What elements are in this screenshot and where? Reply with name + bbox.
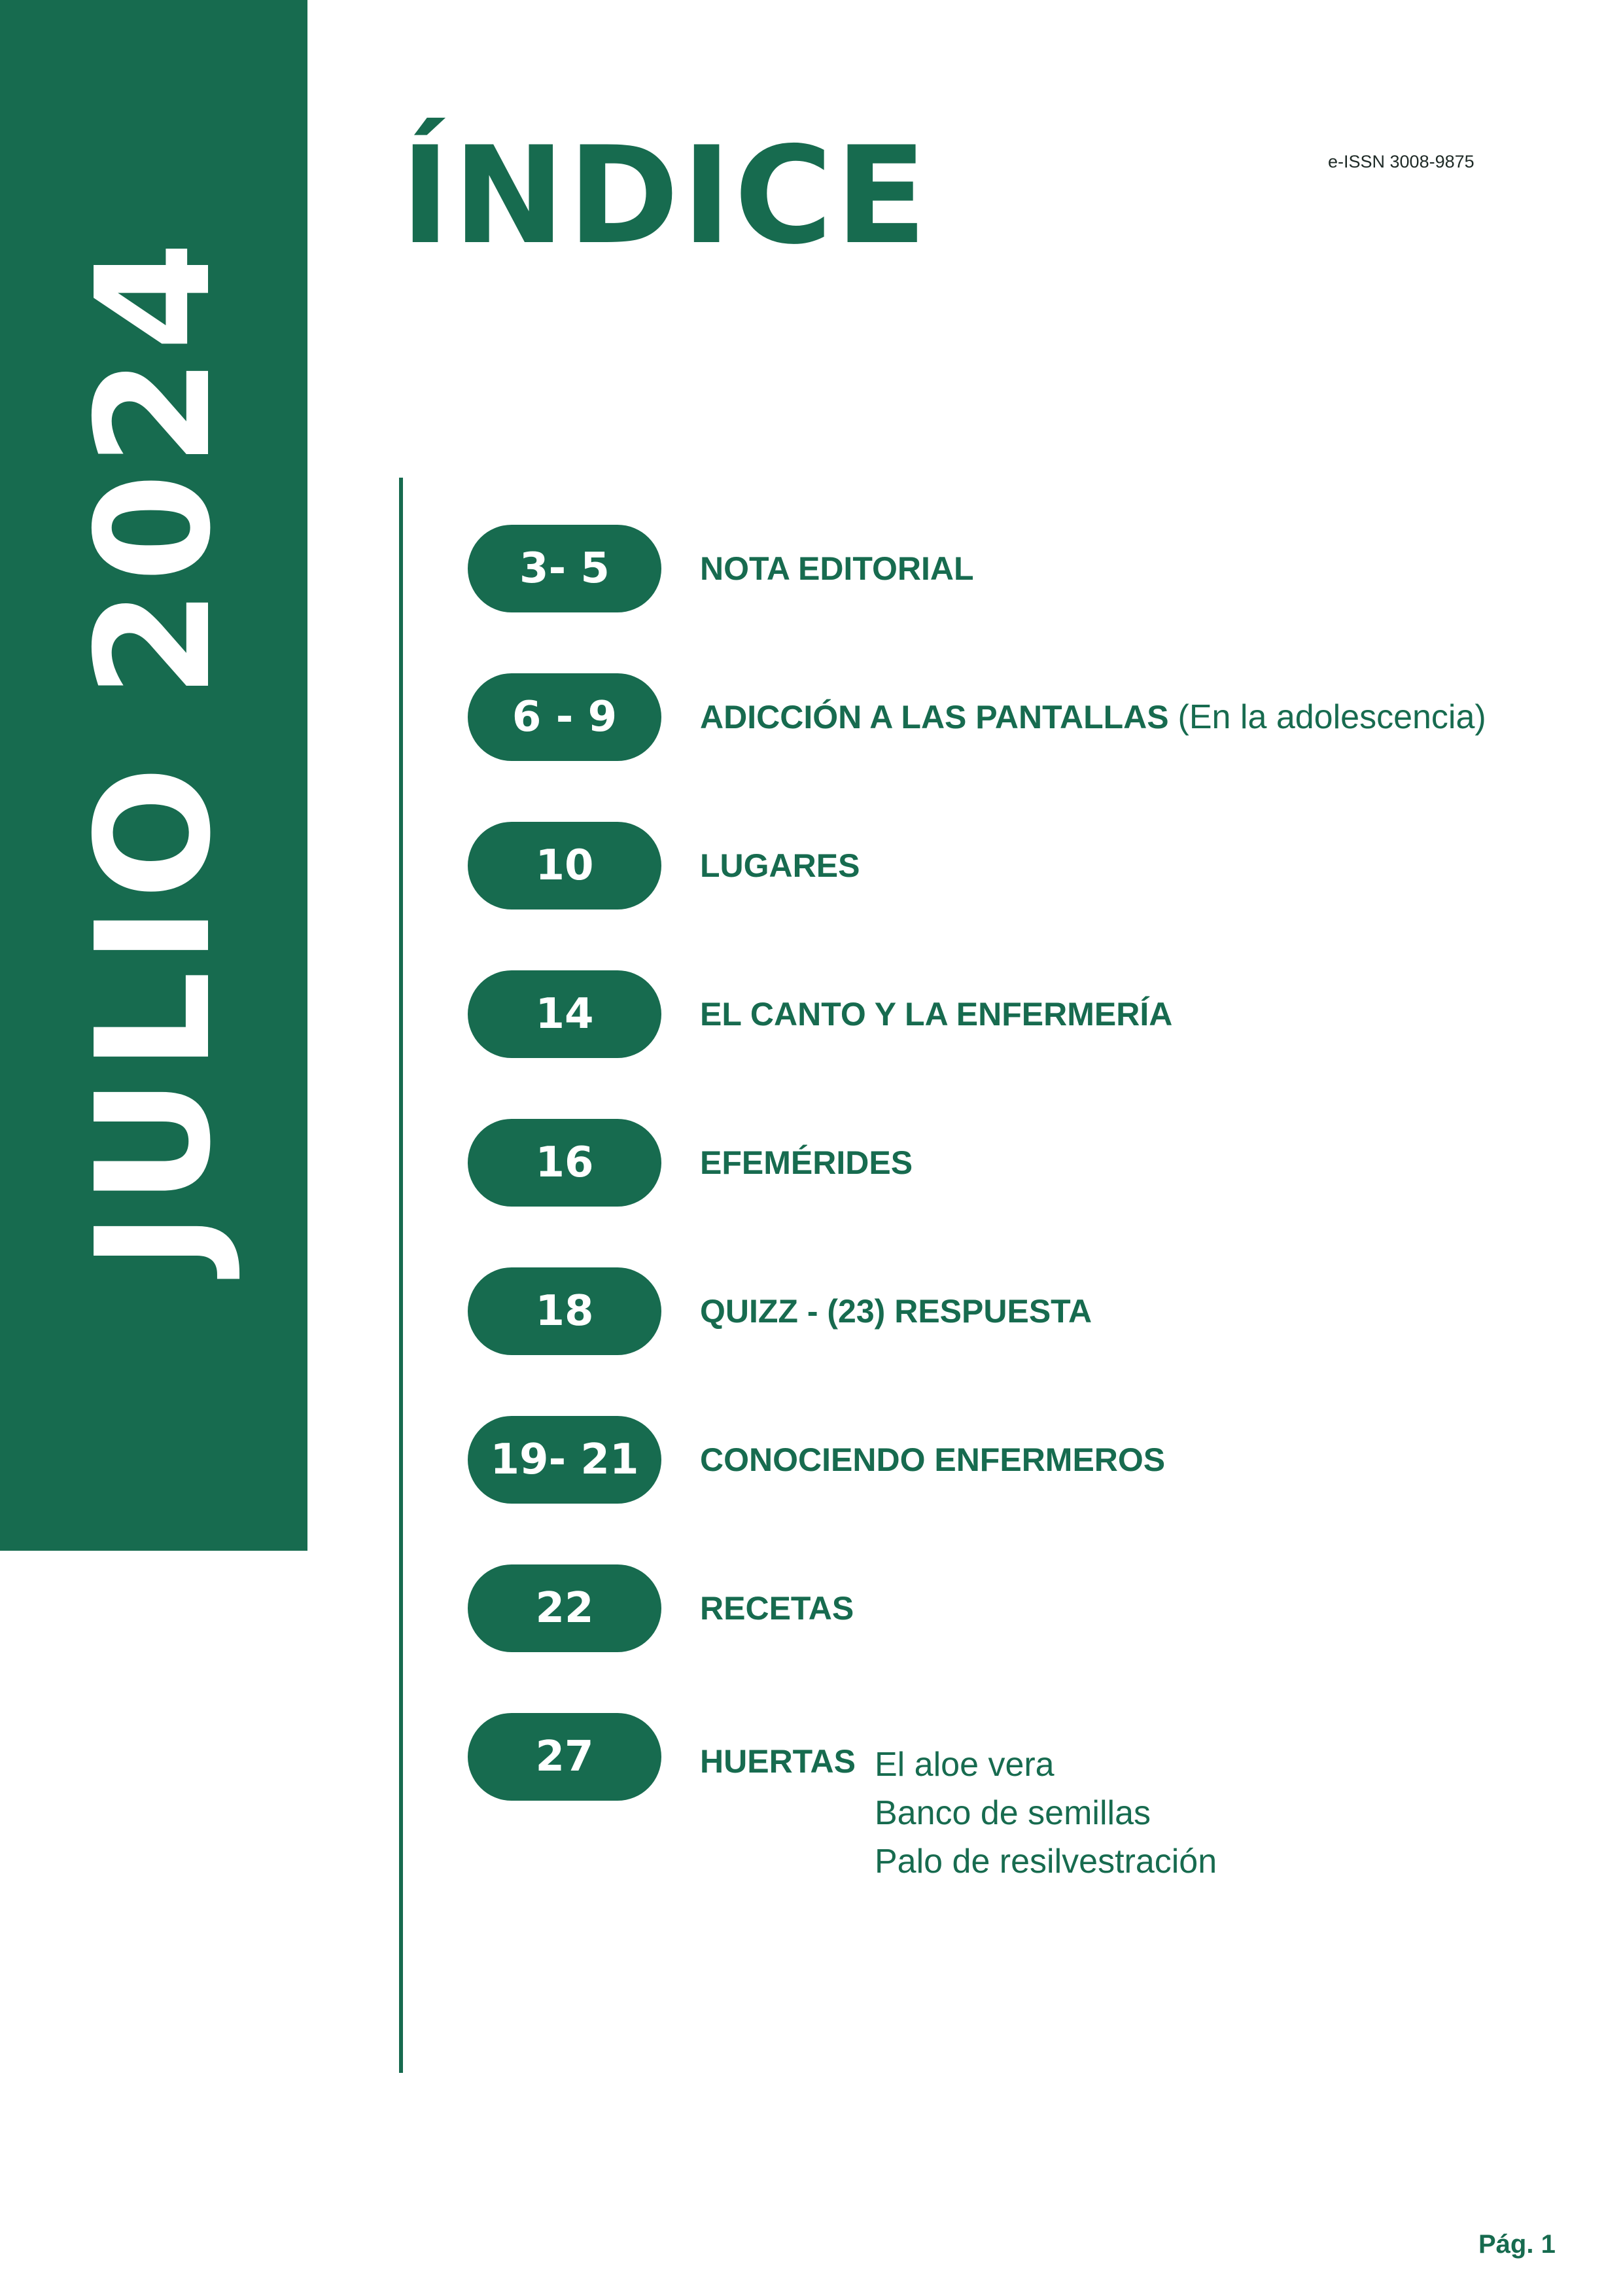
entry-title: EFEMÉRIDES bbox=[700, 1144, 913, 1181]
entry-sublist bbox=[875, 1740, 1217, 1886]
index-entry bbox=[468, 1713, 1580, 1881]
page-range-pill: 16 bbox=[468, 1119, 661, 1207]
entry-title-wrap bbox=[700, 1295, 1092, 1328]
entry-title: ADICCIÓN A LAS PANTALLAS bbox=[700, 699, 1169, 735]
entry-subtitle: (En la adolescencia) bbox=[1178, 698, 1486, 736]
entry-title: NOTA EDITORIAL bbox=[700, 550, 974, 587]
entry-title-wrap bbox=[700, 849, 860, 882]
page-number: Pág. 1 bbox=[1478, 2230, 1556, 2259]
page-range-pill: 27 bbox=[468, 1713, 661, 1801]
entry-subitem: El aloe vera bbox=[875, 1746, 1055, 1784]
entry-title-wrap bbox=[700, 1146, 913, 1179]
entry-title-wrap bbox=[700, 998, 1172, 1031]
page-range-pill: 19- 21 bbox=[468, 1416, 661, 1504]
index-entry bbox=[468, 525, 1580, 612]
side-band bbox=[0, 0, 307, 1551]
entry-title-wrap bbox=[700, 1592, 854, 1625]
page-range-pill: 10 bbox=[468, 822, 661, 910]
index-entry bbox=[468, 970, 1580, 1058]
page-range-pill: 6 - 9 bbox=[468, 673, 661, 761]
index-entry bbox=[468, 673, 1580, 761]
page-range-pill: 18 bbox=[468, 1267, 661, 1355]
page-range-pill: 22 bbox=[468, 1564, 661, 1652]
entry-title: CONOCIENDO ENFERMEROS bbox=[700, 1441, 1166, 1478]
index-entry bbox=[468, 822, 1580, 910]
entry-title-wrap bbox=[700, 552, 974, 585]
entry-title: EL CANTO Y LA ENFERMERÍA bbox=[700, 996, 1173, 1033]
entry-title-wrap bbox=[700, 1443, 1165, 1476]
page-range-pill: 3- 5 bbox=[468, 525, 661, 612]
index-entry bbox=[468, 1267, 1580, 1355]
entry-subitem: Palo de resilvestración bbox=[875, 1843, 1217, 1881]
entry-subitem: Banco de semillas bbox=[875, 1794, 1151, 1832]
issn-label: e-ISSN 3008-9875 bbox=[1328, 152, 1475, 171]
entry-title: QUIZZ - (23) RESPUESTA bbox=[700, 1293, 1092, 1330]
entry-title: RECETAS bbox=[700, 1590, 854, 1627]
index-entry bbox=[468, 1564, 1580, 1652]
index-entry bbox=[468, 1416, 1580, 1504]
issue-date-vertical: JULIO 2024 bbox=[62, 235, 245, 1270]
entry-title: HUERTAS bbox=[700, 1743, 856, 1780]
index-entry bbox=[468, 1119, 1580, 1207]
entry-title: LUGARES bbox=[700, 847, 860, 884]
page-title: ÍNDICE bbox=[400, 118, 930, 274]
index-timeline-line bbox=[399, 478, 403, 2073]
entry-title-wrap bbox=[700, 1745, 856, 1778]
page-range-pill: 14 bbox=[468, 970, 661, 1058]
entry-title-wrap bbox=[700, 700, 1486, 734]
